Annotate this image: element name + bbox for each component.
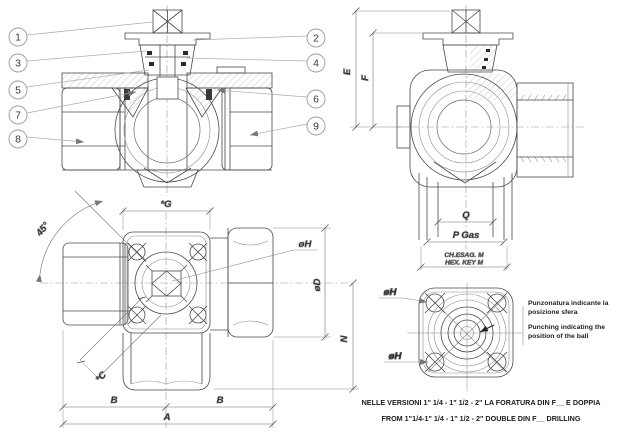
footnote-italian: NELLE VERSIONI 1" 1/4 - 1" 1/2 - 2" LA FORATURA DIN F__ E DOPPIA (361, 398, 601, 407)
dim-q-label: Q (462, 210, 470, 221)
callout-1-number: 1 (15, 31, 21, 44)
callout-7-number: 7 (15, 109, 21, 122)
dim-od-label: øD (312, 278, 323, 292)
dim-pgas-label: P Gas (452, 230, 480, 241)
footnote-english: FROM 1"1/4-1" 1/4 - 1" 1/2 - 2" DOUBLE DIN F__ DRILLING (381, 414, 581, 423)
dim-g-label: *G (160, 199, 172, 210)
callout-3-number: 3 (15, 57, 21, 70)
left-seat-ring (124, 89, 130, 100)
callout-9-number: 9 (313, 120, 319, 133)
right-seat-ring (206, 89, 212, 100)
callout-8-number: 8 (15, 133, 21, 146)
stem-slot (157, 77, 178, 99)
dim-b1-label: B (110, 395, 118, 406)
callout-7 (9, 106, 27, 124)
callout-5 (9, 81, 27, 99)
note-en-line1: Punching indicating the (528, 324, 606, 331)
dim-f-label: F (360, 75, 371, 81)
dim-a-label: A (163, 412, 171, 423)
callout-5-number: 5 (15, 84, 21, 97)
dim-e-label: E (342, 68, 353, 76)
dim-hex-label-en: HEX. KEY M (445, 259, 483, 267)
callout-9 (307, 117, 325, 135)
dim-hex-label-it: CH.ESAG. M (444, 252, 484, 259)
callout-3 (9, 54, 27, 72)
callout-2 (307, 29, 325, 47)
note-en-line2: position of the ball (528, 333, 589, 340)
callout-6-number: 6 (313, 93, 319, 106)
callout-4-number: 4 (313, 57, 319, 70)
callout-8 (9, 130, 27, 148)
flange-oh-bottom-label: øH (388, 351, 402, 362)
dim-oh-label: øH (298, 239, 312, 250)
note-it-line1: Punzonatura indicante la (528, 300, 609, 307)
callout-1 (9, 28, 27, 46)
dim-c-label: *C (93, 369, 109, 385)
body-top-plate-right (187, 73, 272, 88)
side-body-section (466, 74, 517, 100)
dim-b2-label: B (216, 395, 224, 406)
note-it-line2: posizione sfera (528, 309, 578, 316)
angle-45-label: 45° (34, 220, 52, 239)
callout-4 (307, 54, 325, 72)
callout-2-number: 2 (313, 32, 319, 45)
flange-oh-top-label: øH (383, 287, 397, 298)
dim-n-label: N (339, 335, 350, 343)
callout-6 (307, 90, 325, 108)
